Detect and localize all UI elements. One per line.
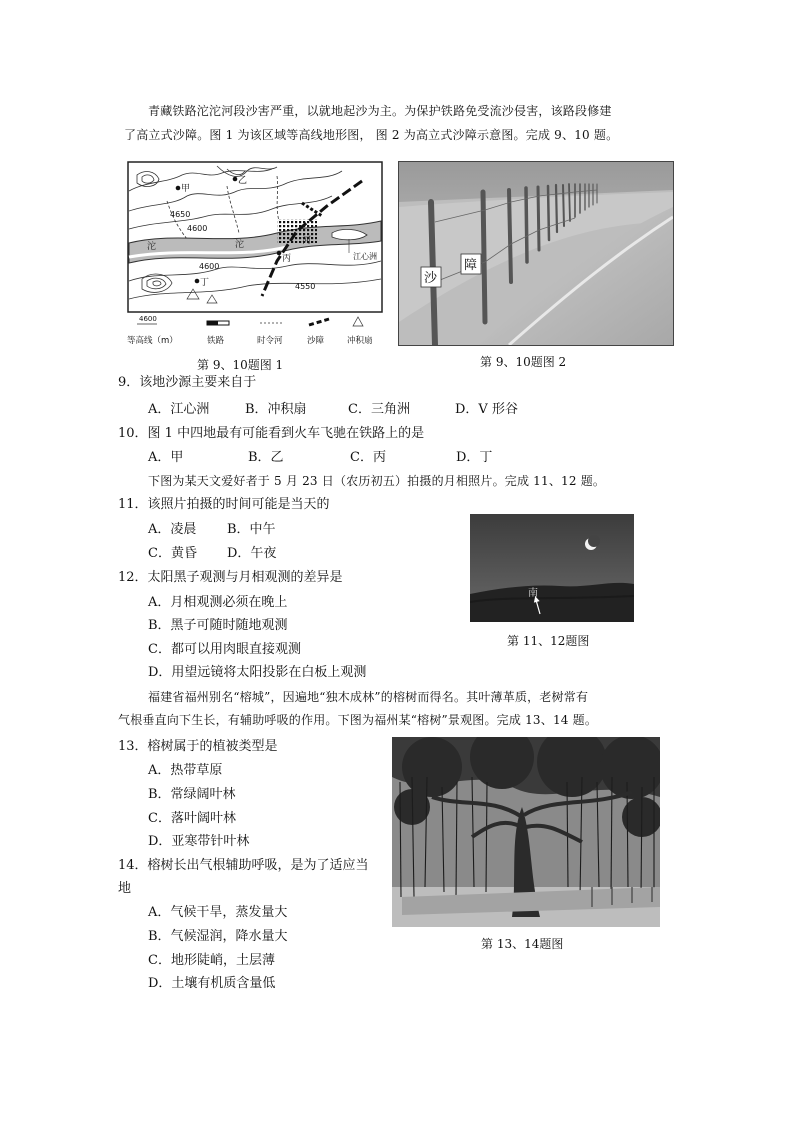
q12-option-d: D．用望远镜将太阳投影在白板上观测 bbox=[148, 665, 367, 680]
banyan-scene bbox=[392, 737, 660, 927]
intro-11-12: 下图为某天文爱好者于 5 月 23 日（农历初五）拍摄的月相照片。完成 11、12 题。 bbox=[148, 474, 606, 488]
place-jia: 甲 bbox=[181, 184, 191, 194]
q13-option-c: C．落叶阔叶林 bbox=[148, 811, 236, 826]
q9-stem: 9．该地沙源主要来自于 bbox=[118, 375, 257, 390]
q14-option-a: A．气候干旱，蒸发量大 bbox=[148, 905, 288, 920]
contour-4650-label: 4650 bbox=[170, 210, 191, 219]
south-label: 南 bbox=[528, 588, 538, 599]
contour-map bbox=[127, 161, 383, 351]
legend-contour-value: 4600 bbox=[139, 315, 157, 323]
q10-option-b: B．乙 bbox=[248, 450, 284, 465]
q14-stem-line2: 地 bbox=[118, 881, 132, 896]
q11-option-a: A．凌晨 bbox=[148, 522, 197, 537]
q13-option-d: D．亚寒带针叶林 bbox=[148, 834, 250, 849]
legend-seasonal: 时令河 bbox=[257, 336, 283, 346]
islet-label: 江心洲 bbox=[353, 252, 377, 261]
q10-stem: 10．图 1 中四地最有可能看到火车飞驰在铁路上的是 bbox=[118, 426, 425, 441]
legend-rail: 铁路 bbox=[207, 336, 225, 346]
q14-option-b: B．气候湿润，降水量大 bbox=[148, 929, 288, 944]
moon-photo bbox=[470, 514, 634, 622]
q12-option-b: B．黑子可随时随地观测 bbox=[148, 618, 288, 633]
intro-9-10-line1: 青藏铁路沱沱河段沙害严重，以就地起沙为主。为保护铁路免受流沙侵害，该路段修建 bbox=[148, 104, 612, 118]
intro-13-14-line2: 气根垂直向下生长，有辅助呼吸的作用。下图为福州某“榕树”景观图。完成 13、14 题。 bbox=[118, 713, 598, 727]
q11-option-d: D．午夜 bbox=[227, 546, 277, 561]
legend-barrier: 沙障 bbox=[307, 336, 325, 346]
place-yi: 乙 bbox=[238, 176, 248, 186]
place-bing: 丙 bbox=[282, 254, 292, 264]
q12-stem: 12．太阳黑子观测与月相观测的差异是 bbox=[118, 570, 343, 585]
q9-option-d: D．V 形谷 bbox=[455, 402, 518, 417]
contour-map-figure bbox=[127, 161, 383, 351]
q9-option-b: B．冲积扇 bbox=[245, 402, 307, 417]
label-zhang: 障 bbox=[464, 258, 478, 273]
q14-option-c: C．地形陡峭，土层薄 bbox=[148, 953, 275, 968]
q12-option-a: A．月相观测必须在晚上 bbox=[148, 595, 288, 610]
sand-barrier-photo bbox=[398, 161, 674, 346]
q10-option-c: C．丙 bbox=[350, 450, 386, 465]
q9-option-c: C．三角洲 bbox=[348, 402, 410, 417]
q13-option-a: A．热带草原 bbox=[148, 763, 223, 778]
contour-4550-label: 4550 bbox=[295, 282, 316, 291]
river-char-2: 沱 bbox=[235, 240, 245, 250]
q13-option-b: B．常绿阔叶林 bbox=[148, 787, 236, 802]
legend-fan: 冲积扇 bbox=[347, 336, 373, 346]
q11-option-b: B．中午 bbox=[227, 522, 276, 537]
q9-option-a: A．江心洲 bbox=[148, 402, 210, 417]
caption-fig1: 第 9、10题图 1 bbox=[197, 358, 284, 372]
q14-option-d: D．土壤有机质含量低 bbox=[148, 976, 276, 991]
q10-option-d: D．丁 bbox=[456, 450, 493, 465]
intro-9-10-line2: 了高立式沙障。图 1 为该区域等高线地形图， 图 2 为高立式沙障示意图。完成 9、10 题。 bbox=[124, 128, 619, 142]
q13-stem: 13．榕树属于的植被类型是 bbox=[118, 739, 278, 754]
q11-option-c: C．黄昏 bbox=[148, 546, 197, 561]
moon-scene bbox=[470, 514, 634, 622]
sand-barrier-scene bbox=[399, 162, 673, 345]
label-sha: 沙 bbox=[424, 271, 438, 286]
q11-stem: 11．该照片拍摄的时间可能是当天的 bbox=[118, 497, 330, 512]
q10-option-a: A．甲 bbox=[148, 450, 184, 465]
q12-option-c: C．都可以用肉眼直接观测 bbox=[148, 642, 301, 657]
contour-4600-label-b: 4600 bbox=[199, 262, 220, 271]
banyan-photo bbox=[392, 737, 660, 927]
q14-stem-line1: 14．榕树长出气根辅助呼吸，是为了适应当 bbox=[118, 858, 369, 873]
caption-fig3: 第 11、12题图 bbox=[507, 634, 590, 648]
legend-contour: 等高线（m） bbox=[127, 336, 178, 346]
contour-4600-label-a: 4600 bbox=[187, 224, 208, 233]
intro-13-14-line1: 福建省福州别名“榕城”，因遍地“独木成林”的榕树而得名。其叶薄革质，老树常有 bbox=[148, 690, 589, 704]
caption-fig2: 第 9、10题图 2 bbox=[480, 355, 567, 369]
place-ding: 丁 bbox=[200, 278, 210, 288]
river-char-1: 沱 bbox=[147, 242, 157, 252]
caption-fig4: 第 13、14题图 bbox=[481, 937, 564, 951]
